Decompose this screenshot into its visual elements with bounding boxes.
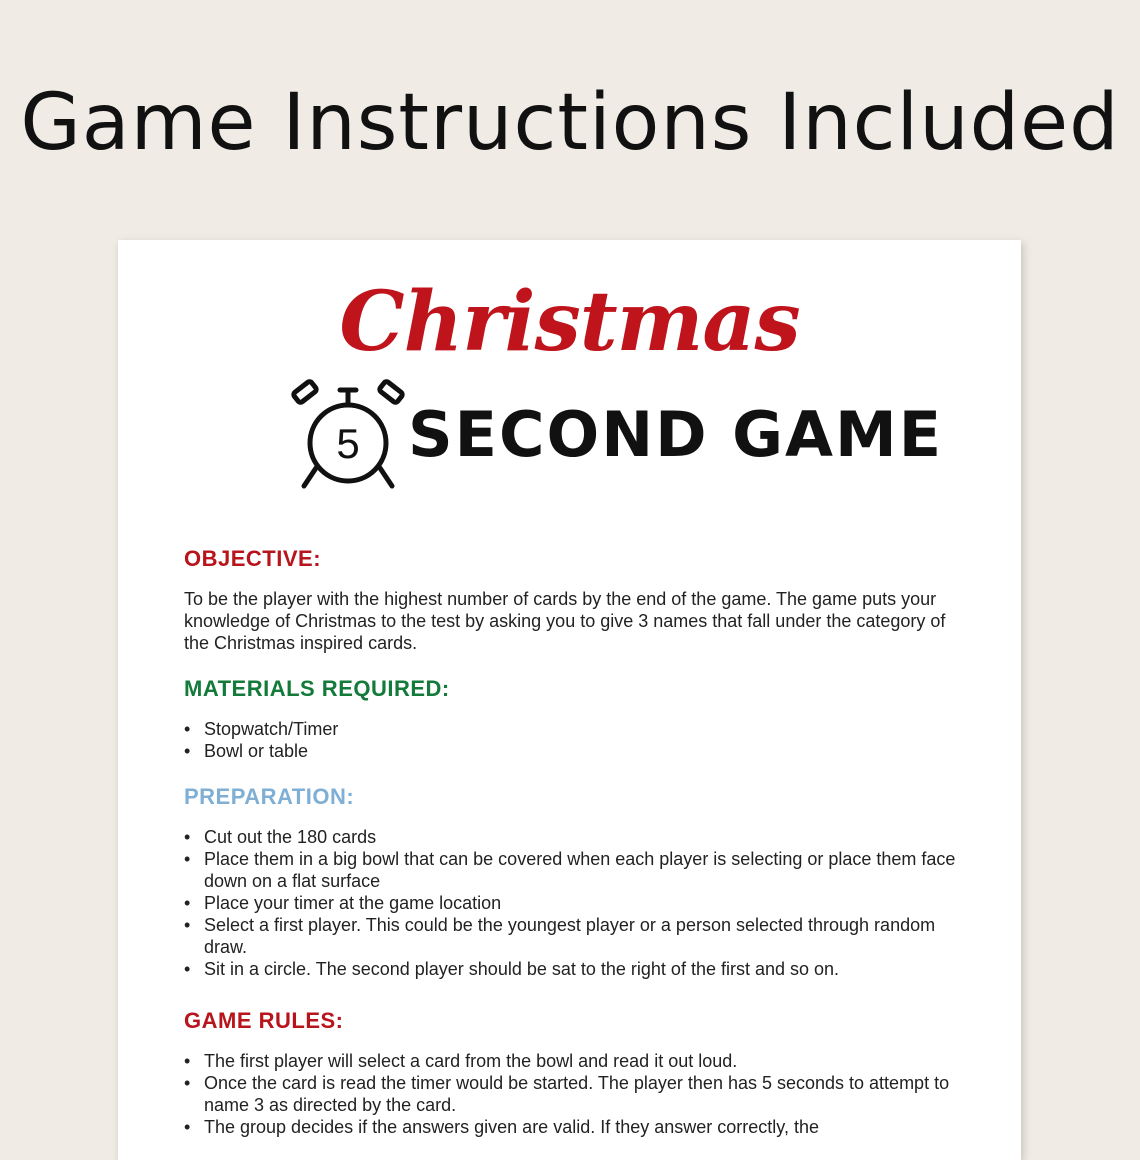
materials-list: [184, 718, 974, 762]
list-item: • Once the card is read the timer would be started. The player then has 5 seconds to attempt to name 3 as directed by the card.: [184, 1072, 974, 1116]
list-item: • Bowl or table: [184, 740, 974, 762]
list-item: • The first player will select a card from the bowl and read it out loud.: [184, 1050, 974, 1072]
list-item: • Select a first player. This could be the youngest player or a person selected through random draw.: [184, 914, 974, 958]
title-christmas: Christmas: [339, 274, 800, 370]
preparation-heading: PREPARATION:: [184, 784, 355, 809]
list-item: • Sit in a circle. The second player should be sat to the right of the first and so on.: [184, 958, 974, 980]
rules-list: [184, 1050, 974, 1138]
instructions-content: [184, 546, 974, 1138]
banner-title: Game Instructions Included: [20, 78, 1120, 168]
objective-heading: OBJECTIVE:: [184, 546, 322, 571]
title-second-game: SECOND GAME: [408, 398, 944, 471]
alarm-clock-icon: [288, 374, 408, 490]
rules-heading: GAME RULES:: [184, 1008, 344, 1033]
list-item: • The group decides if the answers given are valid. If they answer correctly, the: [184, 1116, 974, 1138]
list-item: • Cut out the 180 cards: [184, 826, 974, 848]
preparation-list: [184, 826, 974, 980]
instruction-sheet: [118, 240, 1021, 1160]
clock-number: 5: [336, 420, 360, 467]
list-item: • Stopwatch/Timer: [184, 718, 974, 740]
materials-heading: MATERIALS REQUIRED:: [184, 676, 450, 701]
objective-text: To be the player with the highest number of cards by the end of the game. The game puts your knowledge of Christmas to the test by asking you to give 3 names that fall under the category of the Christmas inspired cards.: [184, 589, 946, 653]
list-item: • Place them in a big bowl that can be covered when each player is selecting or place them face down on a flat surface: [184, 848, 974, 892]
list-item: • Place your timer at the game location: [184, 892, 974, 914]
